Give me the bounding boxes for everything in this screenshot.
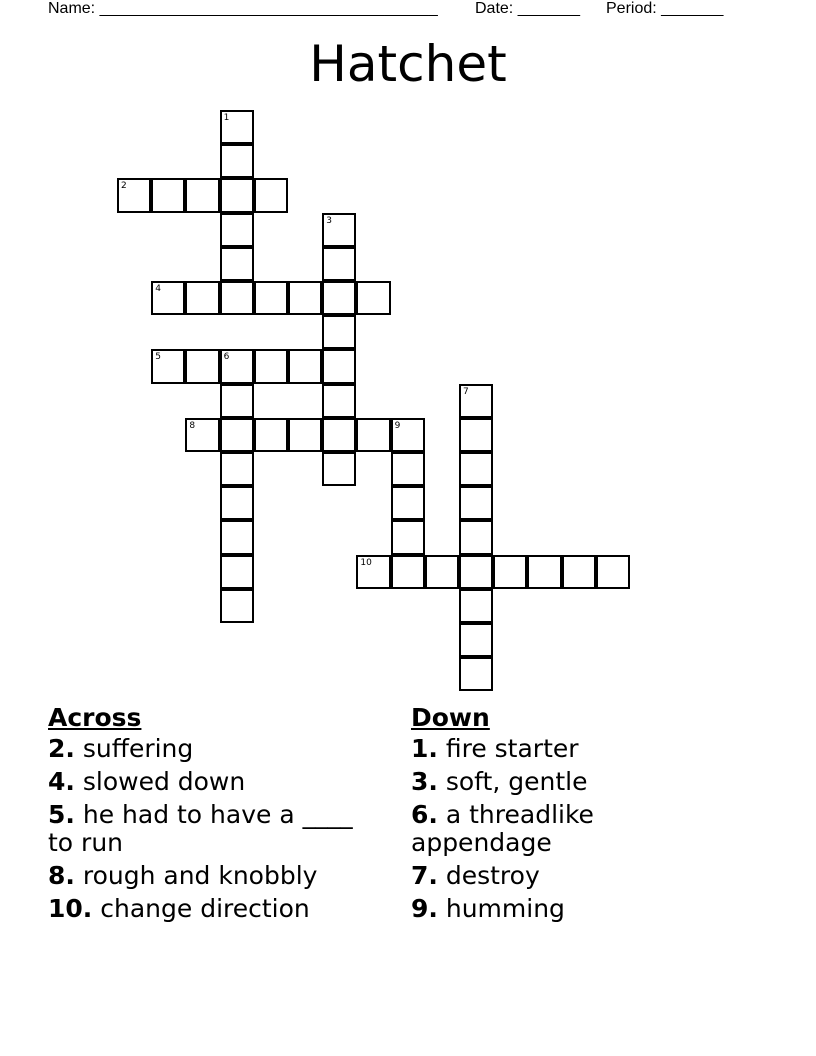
grid-cell[interactable]: [493, 555, 527, 589]
clue-text: destroy: [437, 861, 540, 890]
down-clue: [411, 768, 741, 796]
grid-cell[interactable]: [151, 349, 185, 383]
clue-number: 4.: [48, 767, 75, 796]
grid-cell[interactable]: [322, 384, 356, 418]
grid-cell[interactable]: [322, 281, 356, 315]
down-clue: [411, 801, 741, 857]
grid-cell[interactable]: [459, 486, 493, 520]
across-clue: [48, 862, 378, 890]
grid-cell[interactable]: [322, 247, 356, 281]
name-field[interactable]: Name: ______________________________________: [48, 0, 438, 17]
grid-cell[interactable]: [459, 657, 493, 691]
clue-number: 3.: [411, 767, 438, 796]
clue-text: fire starter: [437, 734, 579, 763]
across-clue: [48, 895, 378, 923]
grid-cell[interactable]: [220, 384, 254, 418]
grid-cell[interactable]: [288, 418, 322, 452]
date-field[interactable]: Date: _______: [475, 0, 580, 17]
clue-text: change direction: [92, 894, 310, 923]
clue-text: slowed down: [74, 767, 246, 796]
grid-cell[interactable]: [220, 178, 254, 212]
grid-cell[interactable]: [322, 349, 356, 383]
grid-cell[interactable]: [220, 589, 254, 623]
grid-cell[interactable]: [254, 418, 288, 452]
clue-number: 7.: [411, 861, 438, 890]
grid-cell[interactable]: [220, 520, 254, 554]
clue-text: suffering: [74, 734, 194, 763]
period-field[interactable]: Period: _______: [606, 0, 724, 17]
grid-cell[interactable]: [220, 452, 254, 486]
grid-cell[interactable]: [254, 349, 288, 383]
clue-text: humming: [437, 894, 565, 923]
grid-cell[interactable]: [220, 418, 254, 452]
grid-cell[interactable]: [220, 281, 254, 315]
grid-cell[interactable]: [185, 418, 219, 452]
down-clue: [411, 735, 741, 763]
across-clue-list: [48, 735, 378, 923]
clue-text: soft, gentle: [437, 767, 588, 796]
grid-cell[interactable]: [356, 281, 390, 315]
grid-cell[interactable]: [220, 213, 254, 247]
grid-cell[interactable]: [391, 555, 425, 589]
clue-number: 9.: [411, 894, 438, 923]
clue-number: 6.: [411, 800, 438, 829]
grid-cell[interactable]: [254, 281, 288, 315]
grid-cell[interactable]: [220, 349, 254, 383]
down-heading: Down: [411, 703, 490, 732]
grid-cell[interactable]: [391, 520, 425, 554]
grid-cell[interactable]: [322, 452, 356, 486]
grid-cell[interactable]: [459, 520, 493, 554]
grid-cell[interactable]: [459, 452, 493, 486]
grid-cell[interactable]: [391, 452, 425, 486]
across-clue: [48, 735, 378, 763]
grid-cell[interactable]: [254, 178, 288, 212]
across-clue: [48, 768, 378, 796]
clue-number-label: 9: [394, 420, 401, 431]
clue-number-label: 7: [463, 386, 469, 397]
grid-cell[interactable]: [220, 110, 254, 144]
grid-cell[interactable]: [459, 418, 493, 452]
clue-number: 5.: [48, 800, 75, 829]
grid-cell[interactable]: [220, 486, 254, 520]
grid-cell[interactable]: [151, 281, 185, 315]
grid-cell[interactable]: [185, 349, 219, 383]
grid-cell[interactable]: [459, 589, 493, 623]
clue-number-label: 10: [360, 557, 372, 568]
grid-cell[interactable]: [322, 418, 356, 452]
clue-number-label: 1: [223, 113, 230, 123]
grid-cell[interactable]: [562, 555, 596, 589]
grid-cell[interactable]: [356, 555, 390, 589]
grid-cell[interactable]: [220, 555, 254, 589]
page-title: Hatchet: [309, 35, 507, 93]
grid-cell[interactable]: [185, 281, 219, 315]
grid-cell[interactable]: [391, 418, 425, 452]
down-clue: [411, 862, 741, 890]
clue-number-label: 6: [223, 352, 230, 363]
across-clues: [48, 703, 378, 928]
grid-cell[interactable]: [459, 555, 493, 589]
grid-cell[interactable]: [322, 213, 356, 247]
clue-text: he had to have a ____ to run: [48, 800, 353, 857]
clue-number: 10.: [48, 894, 93, 923]
clue-number-label: 5: [155, 352, 161, 363]
grid-cell[interactable]: [220, 247, 254, 281]
clue-number: 2.: [48, 734, 75, 763]
grid-cell[interactable]: [425, 555, 459, 589]
down-clues: [411, 703, 741, 928]
grid-cell[interactable]: [391, 486, 425, 520]
grid-cell[interactable]: [459, 623, 493, 657]
grid-cell[interactable]: [151, 178, 185, 212]
clue-number: 1.: [411, 734, 438, 763]
clue-number-label: 2: [121, 181, 127, 192]
grid-cell[interactable]: [459, 384, 493, 418]
across-clue: [48, 801, 378, 857]
grid-cell[interactable]: [117, 178, 151, 212]
clue-text: a threadlike appendage: [411, 800, 594, 857]
clue-number: 8.: [48, 861, 75, 890]
down-clue: [411, 895, 741, 923]
clue-number-label: 8: [189, 420, 196, 431]
grid-cell[interactable]: [356, 418, 390, 452]
clue-text: rough and knobbly: [74, 861, 318, 890]
grid-cell[interactable]: [288, 349, 322, 383]
grid-cell[interactable]: [220, 144, 254, 178]
grid-cell[interactable]: [527, 555, 561, 589]
grid-cell[interactable]: [288, 281, 322, 315]
clue-number-label: 3: [326, 215, 332, 226]
grid-cell[interactable]: [185, 178, 219, 212]
clue-number-label: 4: [155, 284, 161, 294]
grid-cell[interactable]: [596, 555, 630, 589]
across-heading: Across: [48, 703, 142, 732]
grid-cell[interactable]: [322, 315, 356, 349]
down-clue-list: [411, 735, 741, 923]
